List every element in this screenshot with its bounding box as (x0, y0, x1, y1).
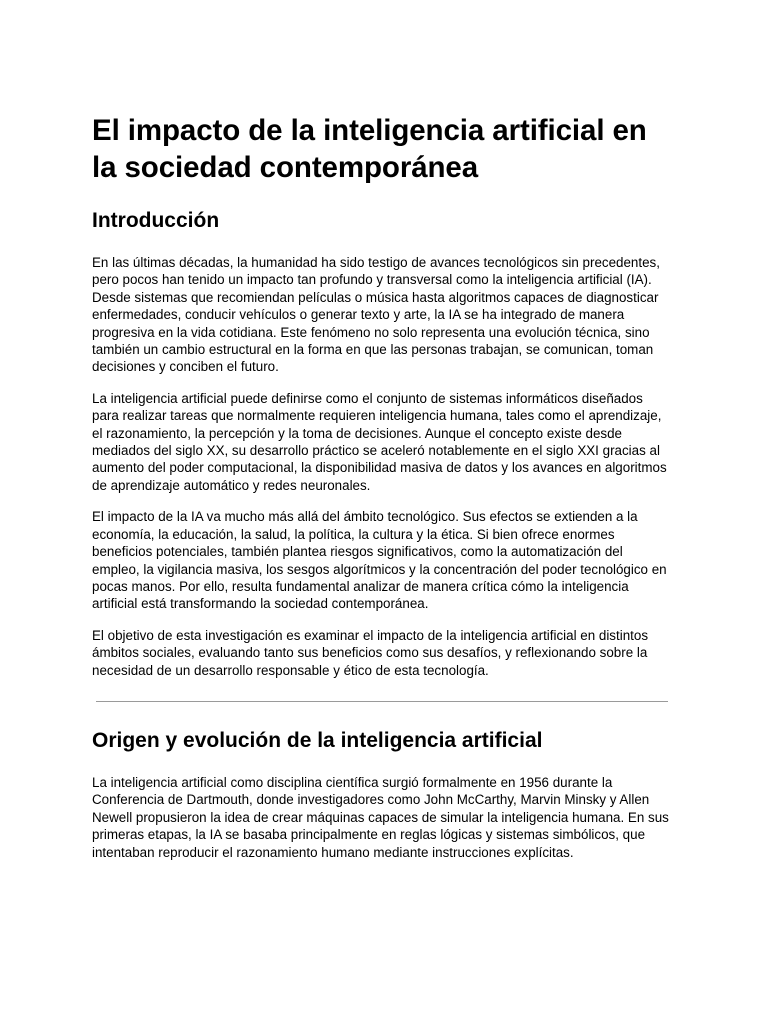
paragraph: El objetivo de esta investigación es examinar el impacto de la inteligencia artificial en distintos ámbitos sociales, evaluando tanto sus beneficios como sus desafíos, y reflexionando sobre la necesidad de un desarrollo responsable y ético de esta tecnología. (92, 627, 649, 678)
document-title: El impacto de la inteligencia artificial en la sociedad contemporánea (92, 114, 647, 184)
section-origen-evolucion (92, 728, 672, 861)
paragraph: En las últimas décadas, la humanidad ha sido testigo de avances tecnológicos sin precedentes, pero pocos han tenido un impacto tan profundo y transversal como la inteligencia artificial (IA). Desde sistemas que recomiendan películas o música hasta algoritmos capaces de diagnosticar enfermedades, conducir vehículos o generar texto y arte, la IA se ha integrado de manera progresiva en la vida cotidiana. Este fenómeno no solo representa una evolución técnica, sino también un cambio estructural en la forma en que las personas trabajan, se comunican, toman decisiones y conciben el futuro. (92, 255, 660, 375)
section-introduccion (92, 208, 672, 679)
section-heading: Origen y evolución de la inteligencia artificial (92, 728, 543, 752)
paragraph: La inteligencia artificial puede definirse como el conjunto de sistemas informáticos diseñados para realizar tareas que normalmente requieren inteligencia humana, tales como el aprendizaje, el razonamiento, la percepción y la toma de decisiones. Aunque el concepto existe desde mediados del siglo XX, su desarrollo práctico se aceleró notablemente en el siglo XXI gracias al aumento del poder computacional, la disponibilidad masiva de datos y los avances en algoritmos de aprendizaje automático y redes neuronales. (92, 390, 667, 493)
paragraph: El impacto de la IA va mucho más allá del ámbito tecnológico. Sus efectos se extienden a la economía, la educación, la salud, la política, la cultura y la ética. Si bien ofrece enormes beneficios potenciales, también plantea riesgos significativos, como la automatización del empleo, la vigilancia masiva, los sesgos algorítmicos y la concentración del poder tecnológico en pocas manos. Por ello, resulta fundamental analizar de manera crítica cómo la inteligencia artificial está transformando la sociedad contemporánea. (92, 509, 667, 612)
document-page (92, 112, 672, 875)
paragraph: La inteligencia artificial como disciplina científica surgió formalmente en 1956 durante la Conferencia de Dartmouth, donde investigadores como John McCarthy, Marvin Minsky y Allen Newell propusieron la idea de crear máquinas capaces de simular la inteligencia humana. En sus primeras etapas, la IA se basaba principalmente en reglas lógicas y sistemas simbólicos, que intentaban reproducir el razonamiento humano mediante instrucciones explícitas. (92, 774, 669, 860)
section-divider (96, 701, 668, 702)
section-heading: Introducción (92, 209, 220, 232)
